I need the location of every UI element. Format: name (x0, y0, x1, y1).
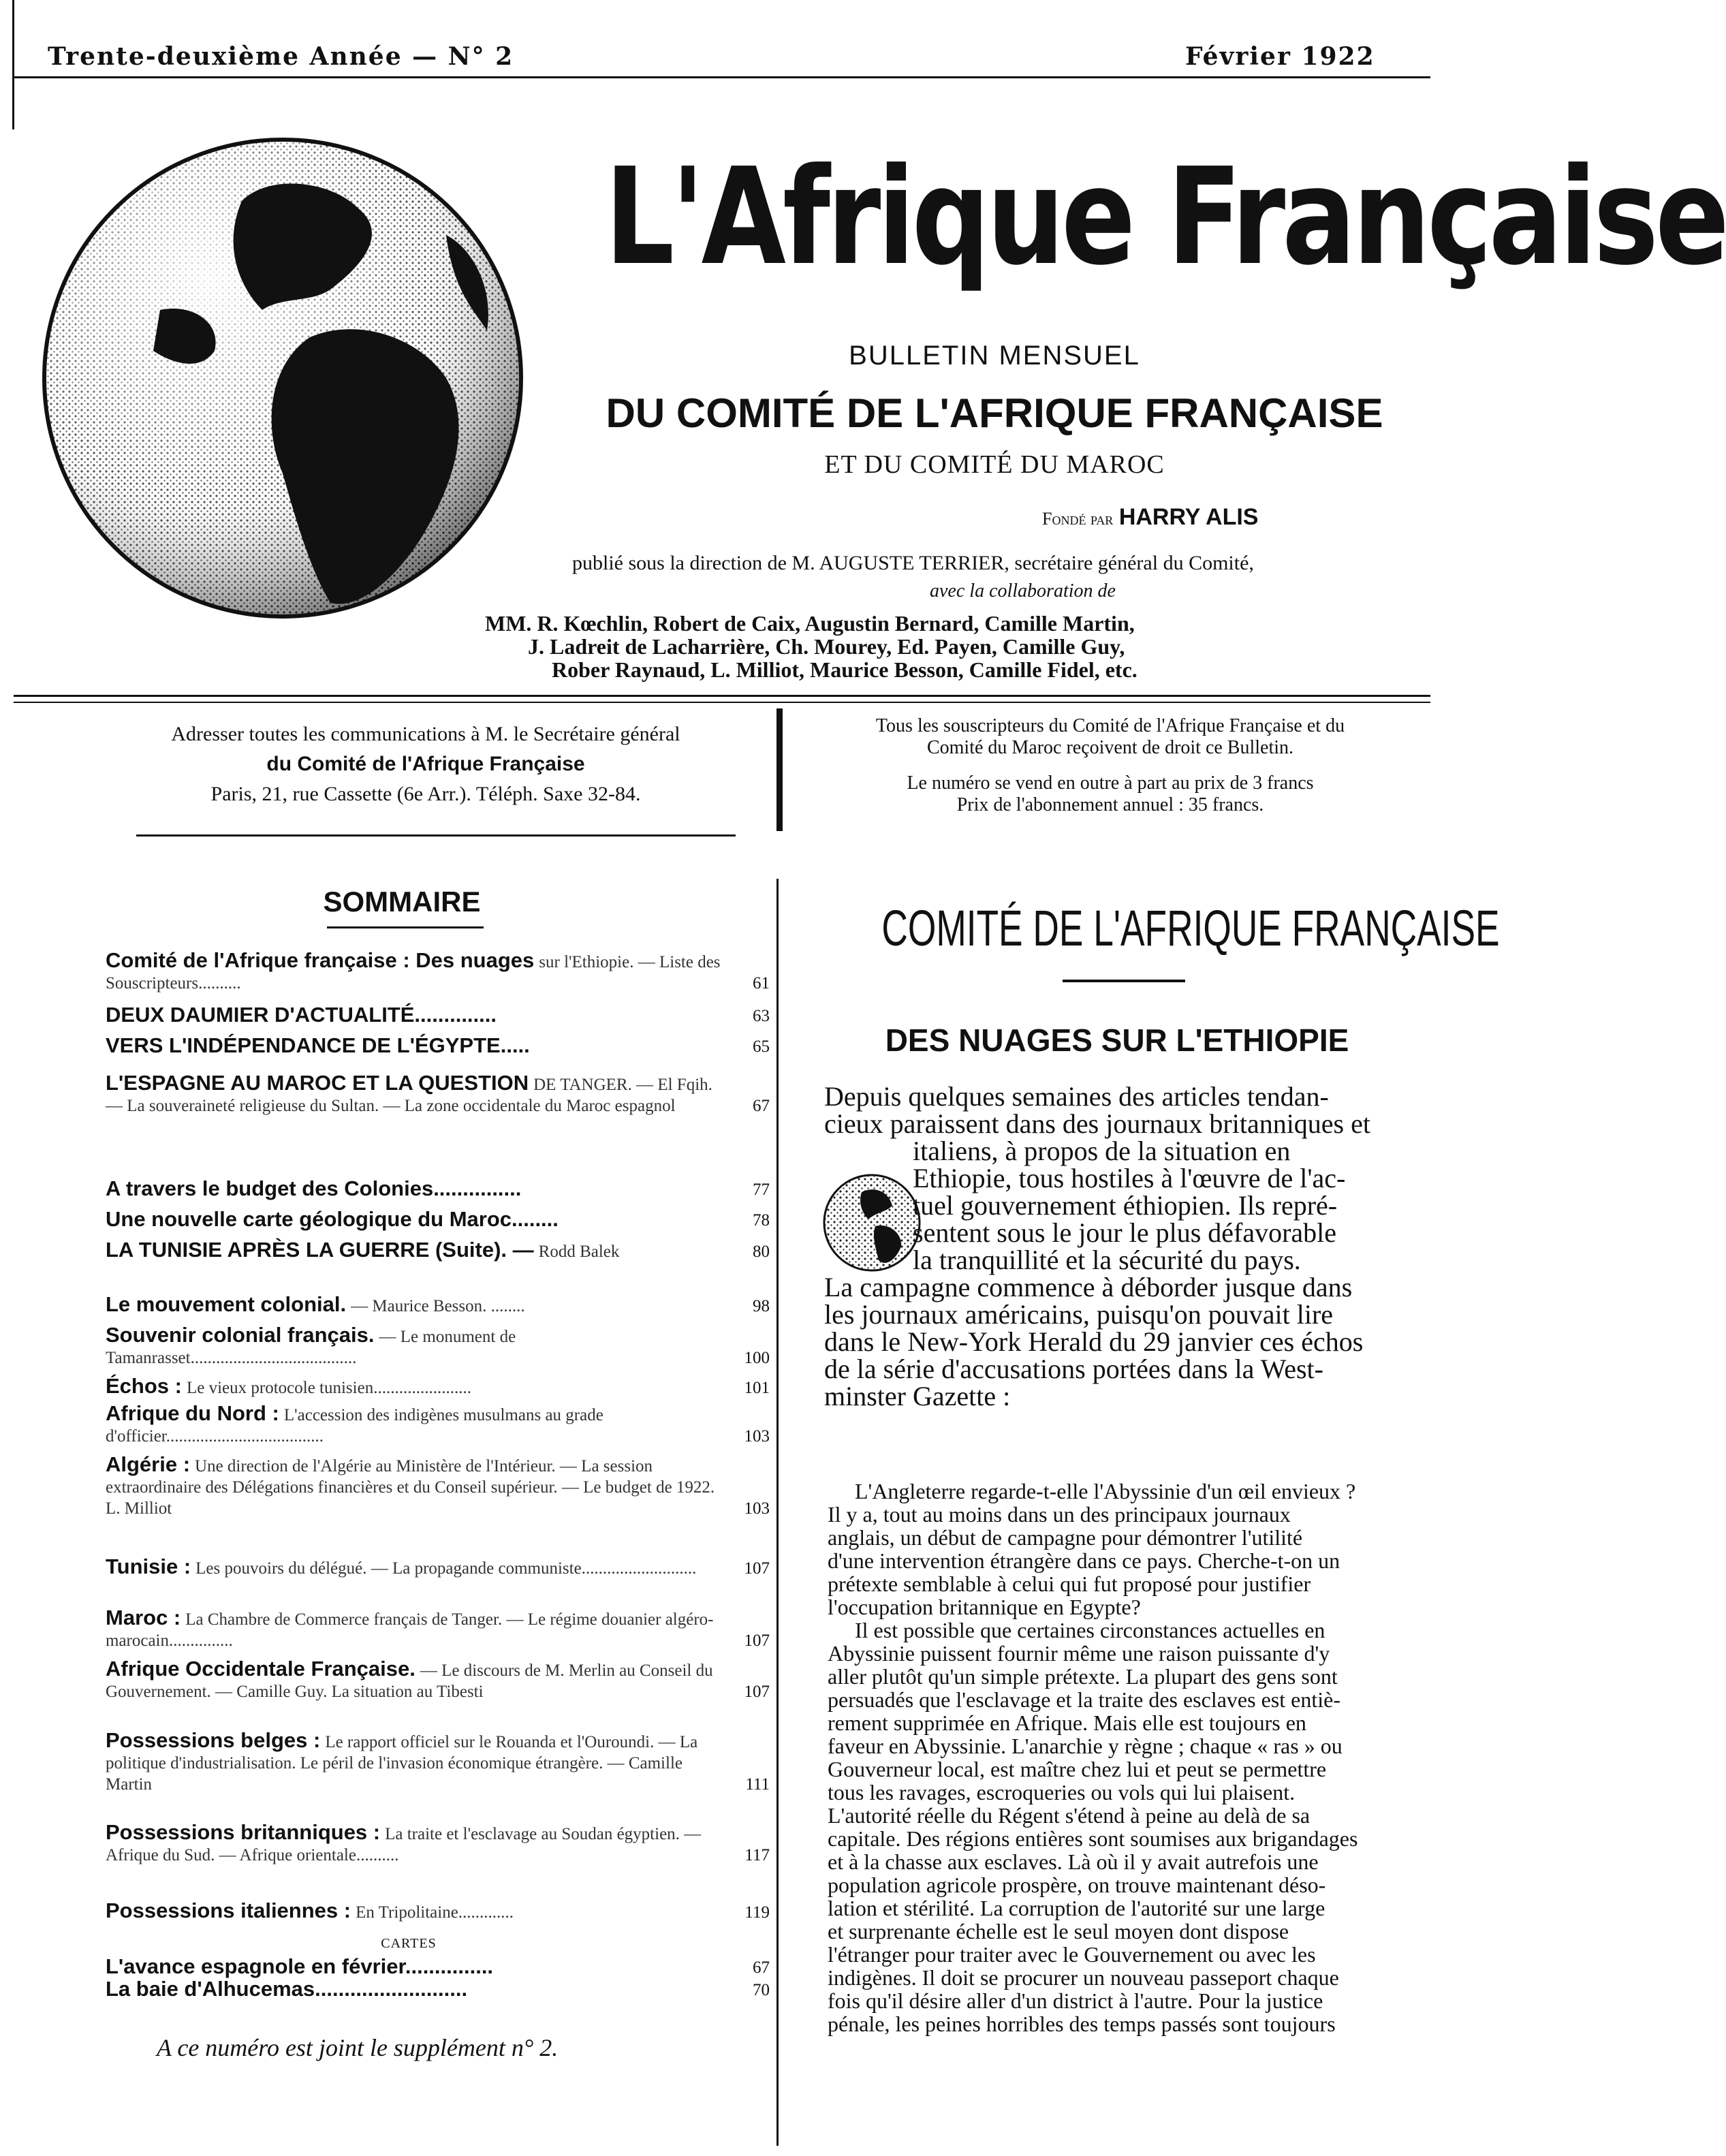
toc-entry-page: 107 (744, 1683, 770, 1701)
body-line: indigènes. Il doit se procurer un nouveau passeport chaque (828, 1965, 1339, 1990)
lede-line: italiens, à propos de la situation en (913, 1136, 1291, 1166)
notice-divider (776, 708, 783, 831)
contributors-2: J. Ladreit de Lacharrière, Ch. Mourey, Ed. Payen, Camille Guy, (528, 634, 1125, 659)
toc-entry (106, 1901, 770, 1923)
toc-entry (106, 1554, 770, 1579)
toc-entry-desc: Une direction de l'Algérie au Ministère de l'Intérieur. — La session extraordinaire des Délégations financières et du Conseil supérieur. — Le budget de 1922. L. Milliot (106, 1457, 715, 1518)
lede-line: les journaux américains, puisqu'on pouvait lire (824, 1299, 1334, 1330)
toc-entry-desc: En Tripolitaine............. (356, 1903, 514, 1922)
toc-entry-desc: Le vieux protocole tunisien....................... (186, 1379, 471, 1397)
toc-entry-title: Possessions belges : (106, 1728, 321, 1752)
founder-prefix: Fondé par (1042, 509, 1114, 529)
toc-entry-page: 98 (753, 1297, 770, 1315)
toc-entry (106, 1294, 770, 1317)
notice-left (102, 722, 749, 807)
carte-entry-page: 67 (753, 1958, 770, 1977)
body-line: et à la chasse aux esclaves. Là où il y avait autrefois une (828, 1849, 1319, 1874)
contributors-1: MM. R. Kœchlin, Robert de Caix, Augustin Bernard, Camille Martin, (485, 611, 1135, 636)
body-line: tous les ravages, escroqueries ou vols qui lui plaisent. (828, 1780, 1296, 1805)
toc-entry-page: 119 (744, 1903, 770, 1922)
body-line: Il est possible que certaines circonstances actuelles en (855, 1618, 1325, 1642)
toc-entry (106, 1822, 770, 1866)
carte-entry (106, 1956, 770, 1978)
toc-entry (106, 1005, 770, 1027)
article-section: COMITÉ DE L'AFRIQUE FRANÇAISE (881, 900, 1500, 956)
toc-entry-page: 103 (744, 1427, 770, 1446)
body-line: Gouverneur local, est maître chez lui et peut se permettre (828, 1757, 1327, 1781)
toc-entry-title: Algérie : (106, 1452, 191, 1476)
body-line: l'étranger pour traiter avec le Gouvernement ou avec les (828, 1942, 1316, 1967)
toc-entry-page: 61 (753, 974, 770, 993)
supplement-note: A ce numéro est joint le supplément n° 2. (157, 2034, 559, 2061)
toc-entry (106, 1659, 770, 1702)
body-line: L'autorité réelle du Régent s'étend à peine au delà de sa (828, 1803, 1311, 1828)
toc-entry-page: 107 (744, 1559, 770, 1578)
toc-entry-title: Comité de l'Afrique française : Des nuages (106, 948, 535, 972)
toc-entry (106, 1454, 770, 1519)
notice-top-rule-2 (14, 702, 1430, 703)
body-line: fois qu'il désire aller d'un district à l'autre. Pour la justice (828, 1988, 1323, 2013)
notice-right-1: Tous les souscripteurs du Comité de l'Afrique Française et du (875, 715, 1345, 736)
lede-line: sentent sous le jour le plus défavorable (913, 1217, 1337, 1248)
notice-left-2: du Comité de l'Afrique Française (266, 753, 585, 775)
carte-entry-page: 70 (753, 1981, 770, 1999)
toc-entry-desc: La Chambre de Commerce français de Tanger. — Le régime douanier algéro-marocain............... (106, 1610, 714, 1650)
toc-entry-title: L'ESPAGNE AU MAROC ET LA QUESTION (106, 1071, 529, 1095)
toc-entry-desc: Rodd Balek (538, 1243, 620, 1261)
toc-entry-desc: Les pouvoirs du délégué. — La propagande communiste........................... (195, 1559, 697, 1578)
toc-entry (106, 1325, 770, 1369)
founder-line (1042, 504, 1258, 531)
toc-entry-page: 111 (745, 1775, 770, 1794)
toc-entry (106, 1240, 770, 1262)
lede-line: La campagne commence à déborder jusque dans (824, 1272, 1353, 1302)
toc-entry (106, 1608, 770, 1651)
body-line: aller plutôt qu'un simple prétexte. La plupart des gens sont (828, 1664, 1338, 1689)
body-line: persuadés que l'esclavage et la traite des esclaves est entiè- (828, 1687, 1340, 1712)
toc-entry-title: Afrique du Nord : (106, 1401, 279, 1425)
masthead-title: L'Afrique Française (604, 140, 1726, 295)
toc-entry (106, 1730, 770, 1795)
article-body (828, 1480, 1430, 2035)
contributors-3: Rober Raynaud, L. Milliot, Maurice Besson, Camille Fidel, etc. (552, 657, 1137, 682)
comite-maroc: ET DU COMITÉ DU MAROC (824, 450, 1165, 479)
toc-entry-desc: — Le discours de M. Merlin au Conseil du Gouvernement. — Camille Guy. La situation au Tibesti (106, 1661, 713, 1701)
toc-entry-page: 103 (744, 1499, 770, 1518)
body-line: faveur en Abyssinie. L'anarchie y règne ; chaque « ras » ou (828, 1734, 1343, 1758)
comite-heading: DU COMITÉ DE L'AFRIQUE FRANÇAISE (606, 390, 1383, 436)
notice-left-1: Adresser toutes les communications à M. le Secrétaire général (171, 723, 680, 745)
body-line: Il y a, tout au moins dans un des principaux journaux (828, 1502, 1291, 1527)
toc-entry (106, 950, 770, 994)
toc-entry-title: Afrique Occidentale Française. (106, 1657, 415, 1681)
carte-entry (106, 1979, 770, 2001)
lede-line: Ethiopie, tous hostiles à l'œuvre de l'ac- (913, 1163, 1346, 1193)
body-line: d'une intervention étrangère dans ce pays. Cherche-t-on un (828, 1548, 1340, 1573)
founder-name: HARRY ALIS (1118, 504, 1259, 530)
issue-date: Février 1922 (1185, 42, 1375, 71)
body-line: pénale, les peines horribles des temps passés sont toujours (828, 2012, 1336, 2036)
notice-right (797, 715, 1424, 816)
sommaire-heading: SOMMAIRE (323, 886, 481, 918)
body-line: et surprenante échelle est le seul moyen dont dispose (828, 1919, 1289, 1943)
toc-entry-page: 117 (744, 1846, 770, 1864)
article-lede (824, 1083, 1430, 1410)
toc-entry (106, 1403, 770, 1447)
toc-entry-page: 77 (753, 1181, 770, 1199)
lede-line: de la série d'accusations portées dans la West- (824, 1354, 1323, 1384)
body-line: lation et stérilité. La corruption de l'autorité sur une large (828, 1896, 1325, 1920)
notice-top-rule-1 (14, 695, 1430, 697)
body-line: prétexte semblable à celui qui fut proposé pour justifier (828, 1572, 1311, 1596)
body-line: rement supprimée en Afrique. Mais elle est toujours en (828, 1710, 1306, 1735)
toc-entry-desc: — Le monument de Tamanrasset....................................... (106, 1328, 516, 1367)
notice-right-3: Le numéro se vend en outre à part au prix de 3 francs (907, 772, 1314, 794)
toc-entry-desc: DE TANGER. — El Fqih. — La souveraineté religieuse du Sultan. — La zone occidentale du Maroc espagnol (106, 1076, 712, 1115)
toc-entry-title: DEUX DAUMIER D'ACTUALITÉ.............. (106, 1003, 497, 1027)
toc-entry-title: Souvenir colonial français. (106, 1323, 375, 1347)
toc-entry-title: LA TUNISIE APRÈS LA GUERRE (Suite). — (106, 1238, 534, 1262)
carte-entry-title: L'avance espagnole en février............... (106, 1954, 494, 1978)
body-line: capitale. Des régions entières sont soumises aux brigandages (828, 1826, 1358, 1851)
direction-line: publié sous la direction de M. AUGUSTE TERRIER, secrétaire général du Comité, (572, 552, 1254, 574)
article-title: DES NUAGES SUR L'ETHIOPIE (885, 1022, 1349, 1058)
body-line: Abyssinie puissent fournir même une raison puissante d'y (828, 1641, 1330, 1666)
lede-line: la tranquillité et la sécurité du pays. (913, 1245, 1301, 1275)
notice-bottom-rule (136, 834, 736, 837)
lede-line: cieux paraissent dans des journaux britanniques et (824, 1108, 1370, 1139)
body-line: anglais, un début de campagne pour démontrer l'utilité (828, 1525, 1303, 1550)
body-line: population agricole prospère, on trouve maintenant déso- (828, 1873, 1326, 1897)
toc-entry-desc: La traite et l'esclavage au Soudan égyptien. — Afrique du Sud. — Afrique orientale.......... (106, 1825, 702, 1864)
toc-entry-title: Tunisie : (106, 1554, 191, 1578)
toc-entry-page: 101 (744, 1379, 770, 1397)
lede-line: dans le New-York Herald du 29 janvier ces échos (824, 1326, 1364, 1357)
toc-entry-title: Possessions britanniques : (106, 1820, 381, 1844)
toc-entry-desc: — Maurice Besson. ........ (351, 1297, 525, 1315)
toc-entry-desc: Le rapport officiel sur le Rouanda et l'Ouroundi. — La politique d'industrialisation. Le péril de l'invasion économique étrangère. — Camille Martin (106, 1733, 698, 1794)
toc-entry (106, 1073, 770, 1116)
carte-entry-title: La baie d'Alhucemas.......................... (106, 1977, 468, 2001)
toc-entry-title: A travers le budget des Colonies............... (106, 1176, 522, 1200)
header-rule (14, 76, 1430, 78)
globe-illustration (37, 133, 528, 623)
toc-entry-page: 107 (744, 1631, 770, 1650)
body-line: L'Angleterre regarde-t-elle l'Abyssinie d'un œil envieux ? (855, 1479, 1356, 1503)
toc-entry-title: Possessions italiennes : (106, 1899, 351, 1922)
toc-entry-title: Échos : (106, 1374, 182, 1398)
toc-entry-desc: L'accession des indigènes musulmans au grade d'officier..................................... (106, 1406, 603, 1446)
section-underline (1063, 980, 1185, 982)
issue-number: Trente-deuxième Année — N° 2 (48, 42, 514, 71)
toc-entry (106, 1178, 770, 1200)
cartes-heading: CARTES (381, 1936, 437, 1951)
toc-entry-title: Maroc : (106, 1606, 181, 1629)
toc-entry-desc: sur l'Ethiopie. — Liste des Souscripteurs.......... (106, 953, 721, 993)
toc-entry (106, 1209, 770, 1231)
toc-entry-title: VERS L'INDÉPENDANCE DE L'ÉGYPTE..... (106, 1033, 530, 1057)
toc-entry-page: 80 (753, 1243, 770, 1261)
toc-entry-page: 63 (753, 1007, 770, 1025)
lede-line: Depuis quelques semaines des articles tendan- (824, 1081, 1329, 1112)
collab-line: avec la collaboration de (930, 580, 1116, 602)
bulletin-mensuel: BULLETIN MENSUEL (849, 341, 1140, 371)
lede-line: tuel gouvernement éthiopien. Ils repré- (913, 1190, 1338, 1221)
toc-entry-page: 78 (753, 1211, 770, 1230)
sommaire-underline (327, 926, 484, 928)
toc-entry (106, 1035, 770, 1057)
left-margin-mark (12, 0, 14, 129)
body-line: l'occupation britannique en Egypte? (828, 1595, 1141, 1619)
toc-entry-page: 100 (744, 1349, 770, 1367)
toc-entry-page: 65 (753, 1037, 770, 1056)
notice-right-4: Prix de l'abonnement annuel : 35 francs. (956, 794, 1264, 815)
notice-right-2: Comité du Maroc reçoivent de droit ce Bulletin. (926, 737, 1294, 758)
toc-entry-title: Le mouvement colonial. (106, 1292, 347, 1316)
lede-line: minster Gazette : (824, 1381, 1011, 1411)
notice-left-3: Paris, 21, rue Cassette (6e Arr.). Téléph. Saxe 32-84. (210, 783, 641, 805)
column-divider (776, 879, 779, 2146)
toc-entry-page: 67 (753, 1097, 770, 1115)
toc-entry (106, 1376, 770, 1399)
toc-entry-title: Une nouvelle carte géologique du Maroc........ (106, 1207, 559, 1231)
